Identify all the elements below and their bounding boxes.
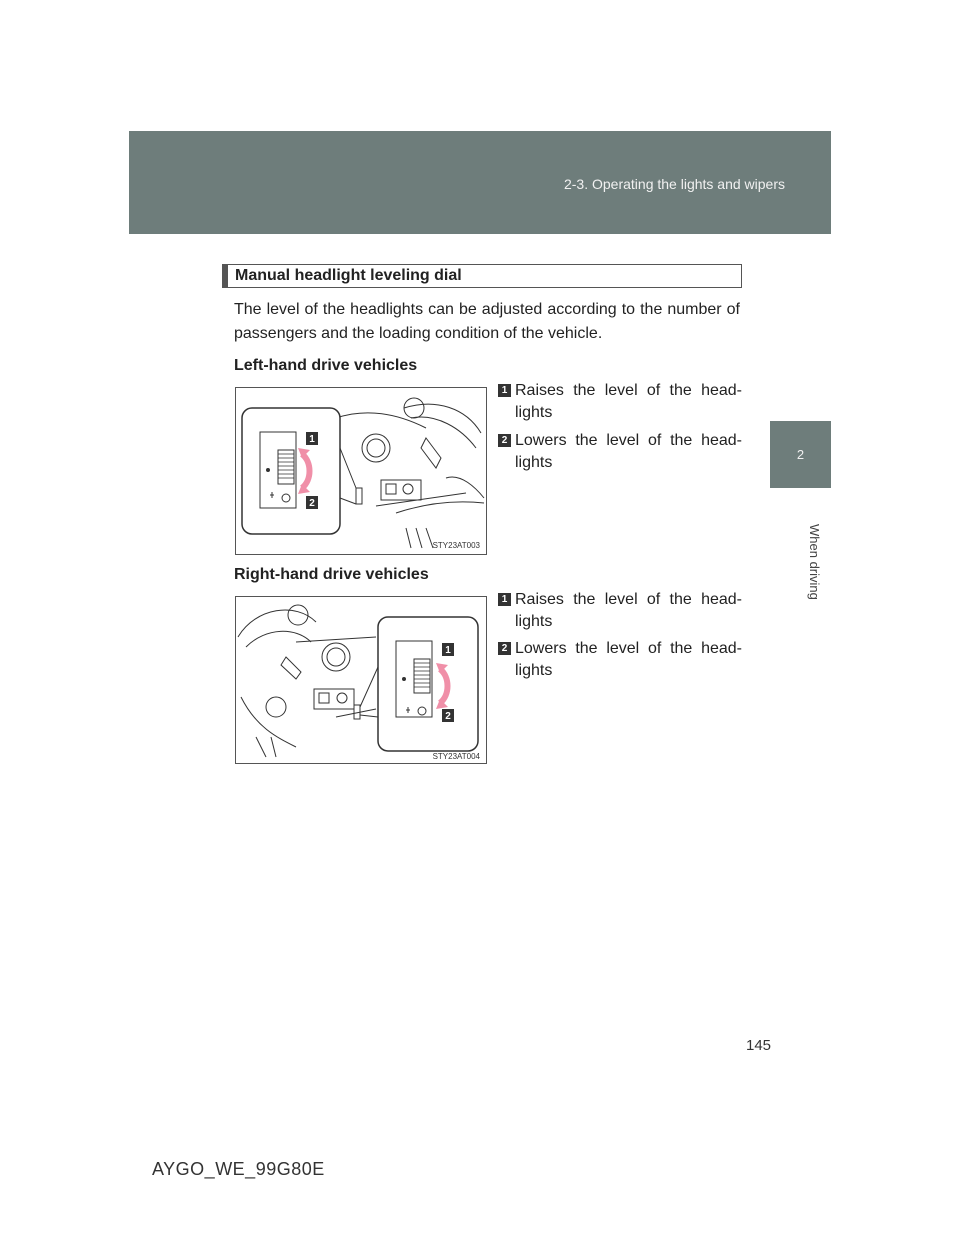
callout-2: 2 <box>309 498 315 509</box>
left-hand-illustration <box>236 388 486 554</box>
section-breadcrumb: 2-3. Operating the lights and wipers <box>563 176 785 192</box>
right-hand-figure <box>235 596 487 764</box>
document-code: AYGO_WE_99G80E <box>152 1159 325 1179</box>
page-number: 145 <box>746 1037 772 1054</box>
item-number-badge: 2 <box>498 642 511 655</box>
right-hand-illustration <box>236 597 486 763</box>
callout-1: 1 <box>309 434 315 445</box>
section-heading <box>222 264 742 288</box>
item-text: Lowers the level of the head-lights <box>515 640 742 679</box>
item-text: Raises the level of the head-lights <box>515 382 742 421</box>
item-number-badge: 2 <box>498 434 511 447</box>
right-hand-heading: Right-hand drive vehicles <box>234 566 429 583</box>
callout-1: 1 <box>445 645 451 656</box>
section-title: Manual headlight leveling dial <box>235 267 462 284</box>
chapter-tab <box>770 421 831 488</box>
item-text: Lowers the level of the head-lights <box>515 432 742 471</box>
intro-paragraph: The level of the headlights can be adjusted according to the number of passengers and the loading condition of the vehicle. <box>234 301 740 342</box>
item-text: Raises the level of the head-lights <box>515 591 742 630</box>
item-number-badge: 1 <box>498 593 511 606</box>
header-band <box>129 131 831 234</box>
chapter-label: When driving <box>807 524 822 600</box>
callout-2: 2 <box>445 711 451 722</box>
left-hand-figure <box>235 387 487 555</box>
figure-code: STY23AT004 <box>432 752 480 761</box>
left-hand-heading: Left-hand drive vehicles <box>234 357 418 374</box>
item-number-badge: 1 <box>498 384 511 397</box>
inset-leader <box>340 448 356 504</box>
figure-code: STY23AT003 <box>432 541 480 550</box>
chapter-number: 2 <box>796 447 805 462</box>
heading-bar <box>223 265 228 287</box>
